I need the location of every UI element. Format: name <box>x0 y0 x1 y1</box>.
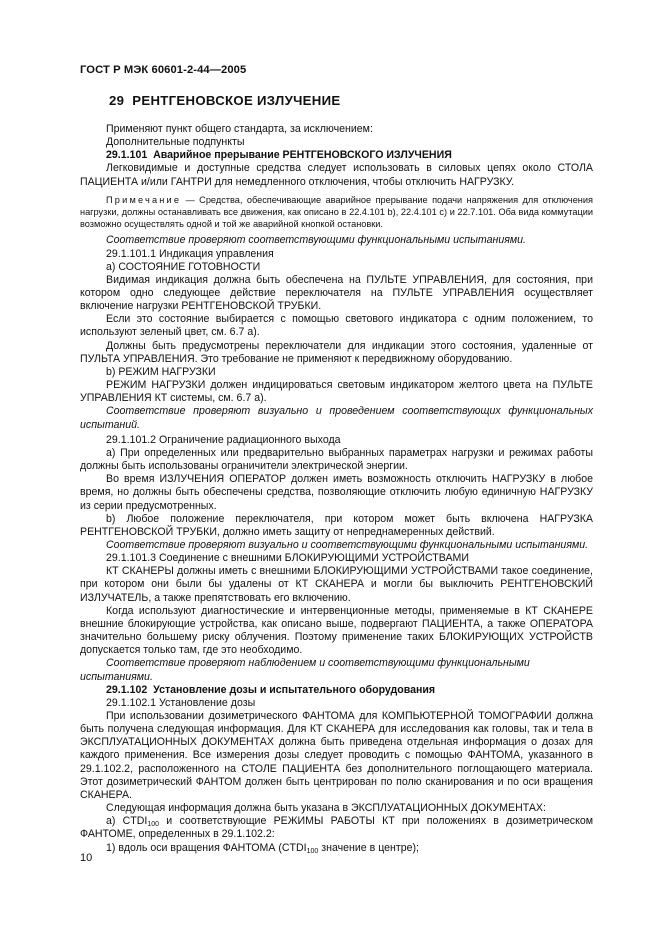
section-heading <box>109 93 340 108</box>
list-item <box>80 842 593 855</box>
paragraph: Легковидимые и доступные средства следует использовать в силовых цепях около СТОЛА ПАЦИЕНТА и/или ГАНТРИ для немедленного отключения, чтобы отключить НАГРУЗКУ. <box>80 162 593 188</box>
subsection-heading <box>80 684 593 697</box>
page-number: 10 <box>80 852 93 864</box>
subsection-title: Аварийное прерывание РЕНТГЕНОВСКОГО ИЗЛУЧЕНИЯ <box>153 149 452 162</box>
paragraph: Если это состояние выбирается с помощью светового индикатора с одним положением, то используют зеленый цвет, см. 6.7 а). <box>80 313 593 339</box>
subsection-heading <box>80 149 593 162</box>
paragraph: Видимая индикация должна быть обеспечена на ПУЛЬТЕ УПРАВЛЕНИЯ, для состояния, при котором одно следующее действие переключателя на ПУЛЬТЕ УПРАВЛЕНИЯ осуществляет включение нагрузки РЕНТГЕНОВСКОЙ ТРУБКИ. <box>80 273 593 313</box>
paragraph: Следующая информация должна быть указана в ЭКСПЛУАТАЦИОННЫХ ДОКУМЕНТАХ: <box>106 802 546 815</box>
standard-header: ГОСТ Р МЭК 60601-2-44—2005 <box>80 64 247 76</box>
compliance-statement: Соответствие проверяют визуально и проведением соответствующих функциональных испытаний. <box>80 405 593 431</box>
ctdi-subscript: 100 <box>147 821 160 829</box>
subsection-number: 29.1.101 <box>106 149 148 162</box>
compliance-statement: Соответствие проверяют соответствующими функциональными испытаниями. <box>106 234 526 247</box>
compliance-statement: Соответствие проверяют визуально и соответствующими функциональными испытаниями. <box>106 538 589 551</box>
compliance-statement: Соответствие проверяют наблюдением и соответствующими функциональными испытаниями. <box>80 657 530 683</box>
paragraph: РЕЖИМ НАГРУЗКИ должен индицироваться световым индикатором желтого цвета на ПУЛЬТЕ УПРАВЛЕНИЯ КТ системы, см. 6.7 а). <box>80 379 593 405</box>
list-item <box>80 815 593 841</box>
ctdi-text: и соответствующие РЕЖИМЫ РАБОТЫ КТ при положениях в дозиметрическом ФАНТОМЕ, определенных в 29.1.102.2: <box>80 815 594 841</box>
paragraph: 29.1.101.2 Ограничение радиационного выхода <box>106 433 341 446</box>
paragraph: Когда используют диагностические и интервенционные методы, применяемые в КТ СКАНЕРЕ внешние блокирующие устройства, как описано выше, подвергают ПАЦИЕНТА, а также ОПЕРАТОРА значительно большему риску облучения. Поэтому применение таких БЛОКИРУЮЩИХ УСТРОЙСТВ допускается только там, где это необходимо. <box>80 604 593 657</box>
note-label: Примечание <box>106 194 182 205</box>
note <box>80 194 593 231</box>
ctdi-subscript: 100 <box>306 847 319 855</box>
section-title: РЕНТГЕНОВСКОЕ ИЗЛУЧЕНИЕ <box>132 93 341 108</box>
paragraph: Дополнительные подпункты <box>106 136 245 149</box>
paragraph: При использовании дозиметрического ФАНТОМА для КОМПЬЮТЕРНОЙ ТОМОГРАФИИ должна быть получена следующая информация. Для КТ СКАНЕРА для исследования как головы, так и тела в ЭКСПЛУАТАЦИОННЫХ ДОКУМЕНТАХ должна быть приведена отдельная информация о дозах для каждого применения. Все измерения дозы следует проводить с помощью ФАНТОМА, указанного в 29.1.102.2, расположенного на СТОЛЕ ПАЦИЕНТА без дополнительного поглощающего материала. Этот дозиметрический ФАНТОМ должен быть центрирован по полю сканирования и по оси вращения СКАНЕРА. <box>80 710 593 801</box>
axis-text: значение в центре); <box>318 841 419 854</box>
ctdi-prefix: а) CTDI <box>106 815 148 828</box>
paragraph: 29.1.101.1 Индикация управления <box>106 247 274 260</box>
section-number: 29 <box>109 93 125 108</box>
paragraph: Применяют пункт общего стандарта, за исключением: <box>106 123 373 135</box>
paragraph: 29.1.102.1 Установление дозы <box>106 696 256 709</box>
list-item: а) При определенных или предварительно выбранных параметрах нагрузки и режимах работы должны быть использованы ограничители электрической энергии. <box>80 446 593 473</box>
subsection-number: 29.1.102 <box>106 683 148 696</box>
axis-prefix: 1) вдоль оси вращения ФАНТОМА (CTDI <box>106 841 307 854</box>
list-item: b) РЕЖИМ НАГРУЗКИ <box>106 365 216 378</box>
paragraph: Во время ИЗЛУЧЕНИЯ ОПЕРАТОР должен иметь возможность отключить НАГРУЗКУ в любое время, но должны быть обеспечены средства, позволяющие отключить любую единичную НАГРУЗКУ из серии предусмотренных. <box>80 473 593 512</box>
paragraph: 29.1.101.3 Соединение с внешними БЛОКИРУЮЩИМИ УСТРОЙСТВАМИ <box>106 552 469 565</box>
list-item: а) СОСТОЯНИЕ ГОТОВНОСТИ <box>106 260 261 273</box>
document-body <box>80 123 593 855</box>
paragraph: Должны быть предусмотрены переключатели для индикации этого состояния, удаленные от ПУЛЬТА УПРАВЛЕНИЯ. Это требование не применяют к передвижному оборудованию. <box>80 339 593 365</box>
paragraph: КТ СКАНЕРЫ должны иметь с внешними БЛОКИРУЮЩИМИ УСТРОЙСТВАМИ такое соединение, при котором они были бы удалены от КТ СКАНЕРА и могли бы выключить РЕНТГЕНОВСКИЙ ИЗЛУЧАТЕЛЬ, а также препятствовать его включению. <box>80 565 593 604</box>
note-text: — Средства, обеспечивающие аварийное прерывание подачи напряжения для отключения нагрузки, должны останавливать все движения, как описано в 22.4.101 b), 22.4.101 с) и 22.7.101. Оба вида коммутации возможно осуществлять одной и той же аварийной кнопкой остановки. <box>80 194 593 230</box>
list-item: b) Любое положение переключателя, при котором может быть включена НАГРУЗКА РЕНТГЕНОВСКОЙ ТРУБКИ, должно иметь защиту от непреднамеренных действий. <box>80 512 593 538</box>
subsection-title: Установление дозы и испытательного оборудования <box>153 683 436 696</box>
